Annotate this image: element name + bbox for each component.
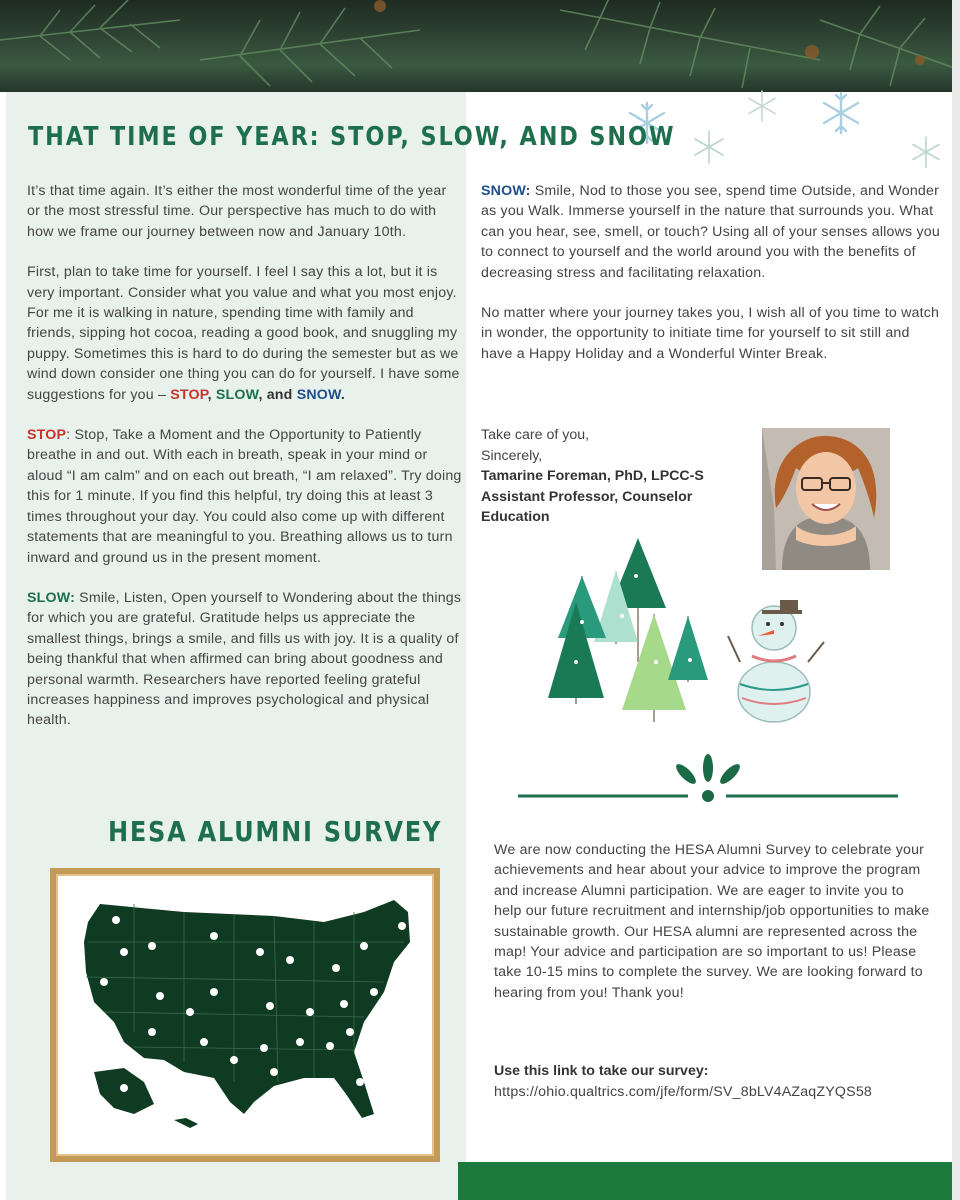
author-name: Tamarine Foreman, PhD, LPCC-S [481, 468, 704, 485]
keyword-separator: , and [258, 386, 297, 403]
snowflake-icon [818, 90, 864, 136]
pine-branch-banner [0, 0, 960, 92]
right-column [481, 181, 941, 384]
snowflake-icon [744, 88, 780, 124]
page-edge [952, 0, 960, 1200]
keyword-end: . [340, 386, 345, 403]
stop-label: STOP [27, 427, 67, 444]
christmas-tree-icon [540, 532, 840, 732]
survey-title: HESA ALUMNI SURVEY [108, 815, 443, 848]
survey-paragraph: We are now conducting the HESA Alumni Survey to celebrate your achievements and hear about your advice to improve the program and increase Alumni participation. We are eager to invite you to help our future recruitment and internship/job opportunities to make sustainable growth. Our HESA alumni are represented across the map! Your advice and participation are so important to us! Please take 10-15 mins to complete the survey. We are looking forward to hearing from you! Thank you! [494, 842, 930, 1001]
us-map-image [50, 868, 440, 1162]
signoff-line: Take care of you, [481, 427, 590, 443]
page-title: THAT TIME OF YEAR: STOP, SLOW, AND SNOW [28, 122, 676, 152]
divider-ornament-icon [516, 752, 900, 808]
snowflake-icon [908, 134, 944, 170]
keyword-separator: , [207, 386, 216, 403]
signature-block [481, 425, 761, 528]
plan-paragraph [27, 262, 463, 405]
survey-link-label: Use this link to take our survey: [494, 1063, 709, 1079]
stop-paragraph [27, 425, 463, 568]
slow-label: SLOW: [27, 589, 76, 606]
stop-text: : Stop, Take a Moment and the Opportunity to Patiently breathe in and out. With each in breath, speak in your mind or aloud “I am calm” and on each out breath, “I am relaxed”. Try doing this for 1 minute. If you find this helpful, try doing this at least 3 times throughout your day. You could also come up with different statements that are meaningful to you. Breathing allows us to turn inward and ground us in the present moment. [27, 427, 462, 566]
stop-keyword: STOP [170, 386, 208, 403]
survey-link[interactable]: https://ohio.qualtrics.com/jfe/form/SV_8bLV4AZaqZYQS58 [494, 1084, 873, 1100]
author-title: Assistant Professor, Counselor Education [481, 488, 693, 526]
slow-keyword: SLOW [215, 386, 259, 403]
closing-paragraph: No matter where your journey takes you, I wish all of you time to watch in wonder, the opportunity to initiate time for yourself to sit still and have a Happy Holiday and a Wonderful Winter Break. [481, 305, 940, 362]
footer-bar [458, 1162, 952, 1200]
snow-keyword: SNOW [296, 386, 341, 403]
plan-text: First, plan to take time for yourself. I feel I say this a lot, but it is very important. Consider what you value and what you most enjoy. For me it is walking in nature, spending time with family and friends, sipping hot cocoa, reading a good book, and snuggling my puppy. Sometimes this is hard to do during the semester but as we wind down consider one thing you can do for yourself. I have some suggestions for you – [27, 264, 460, 403]
sincerely-line: Sincerely, [481, 447, 543, 464]
slow-paragraph [27, 588, 463, 731]
snow-paragraph [481, 181, 941, 283]
snowman-icon [728, 600, 824, 722]
snow-text: Smile, Nod to those you see, spend time Outside, and Wonder as you Walk. Immerse yourself in the nature that surrounds you. What can you hear, see, smell, or touch? Using all of your senses allows you to connect to yourself and the world around you with the benefits of decreasing stress and facilitating relaxation. [481, 183, 940, 281]
snowflake-icon [690, 128, 728, 166]
slow-text: Smile, Listen, Open yourself to Wondering about the things for which you are grateful. Gratitude helps us appreciate the smallest things, brings a smile, and fills us with joy. It is a quality of being thankful that when affirmed can bring about goodness and personal warmth. Researchers have reported feeling grateful increases happiness and improves psychological and physical health. [27, 589, 462, 729]
intro-paragraph: It’s that time again. It’s either the most wonderful time of the year or the most stressful time. Our perspective has much to do with how we frame our journey between now and January 10th. [27, 183, 447, 240]
left-column [27, 181, 463, 751]
snow-label: SNOW: [481, 183, 531, 199]
